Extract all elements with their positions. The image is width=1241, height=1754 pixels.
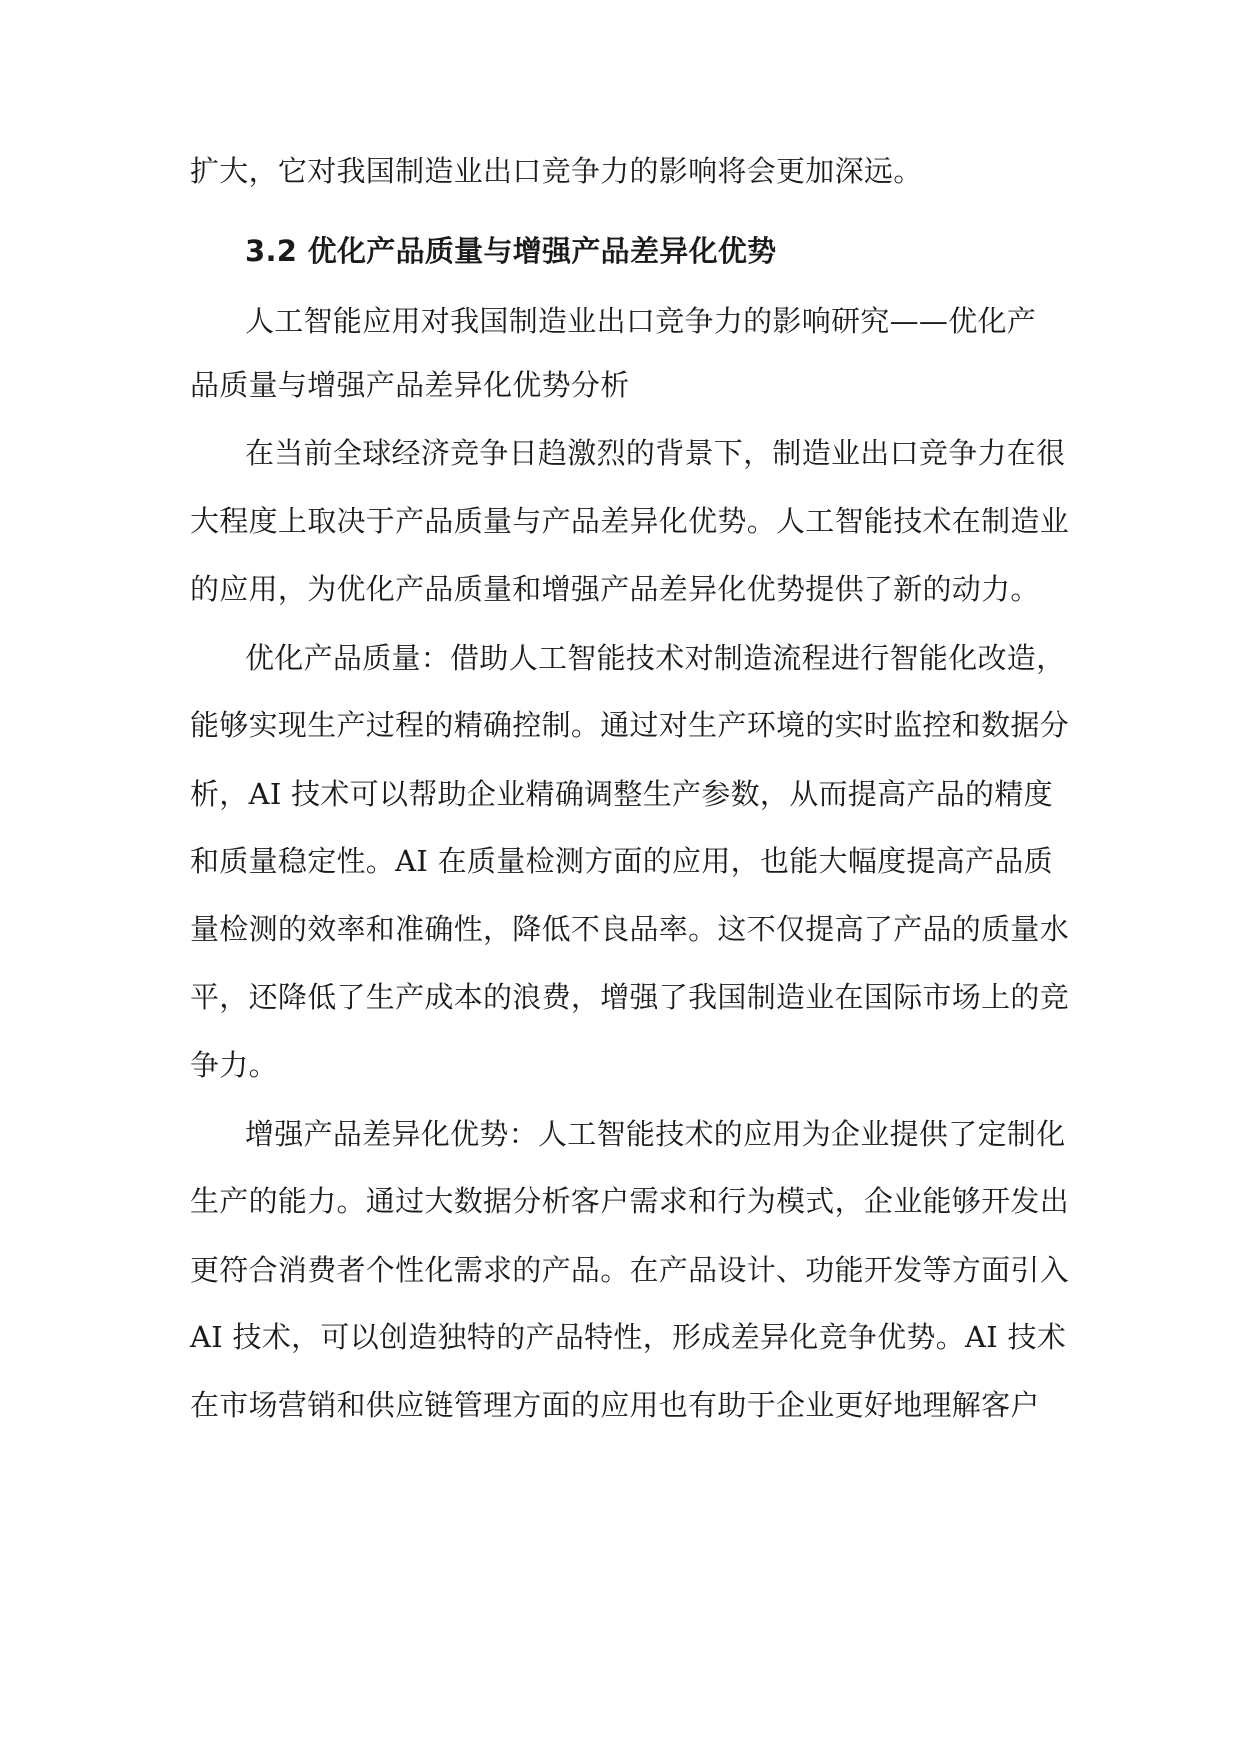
intro-text-line: 扩大，它对我国制造业出口竞争力的影响将会更加深远。 <box>190 154 923 188</box>
body-text-line: 量检测的效率和准确性，降低不良品率。这不仅提高了产品的质量水 <box>190 912 1070 946</box>
body-text-line: 优化产品质量：借助人工智能技术对制造流程进行智能化改造， <box>245 641 1066 675</box>
body-text-line: 在市场营销和供应链管理方面的应用也有助于企业更好地理解客户 <box>190 1388 1040 1422</box>
body-text-line: 能够实现生产过程的精确控制。通过对生产环境的实时监控和数据分 <box>190 708 1070 742</box>
body-text-line: 增强产品差异化优势：人工智能技术的应用为企业提供了定制化 <box>245 1117 1066 1151</box>
body-text-line: 平，还降低了生产成本的浪费，增强了我国制造业在国际市场上的竞 <box>190 980 1070 1014</box>
body-text-line: 大程度上取决于产品质量与产品差异化优势。人工智能技术在制造业 <box>190 504 1070 538</box>
body-text-line: 生产的能力。通过大数据分析客户需求和行为模式，企业能够开发出 <box>190 1184 1070 1218</box>
body-text-line: 更符合消费者个性化需求的产品。在产品设计、功能开发等方面引入 <box>190 1253 1070 1287</box>
body-text-line: 的应用，为优化产品质量和增强产品差异化优势提供了新的动力。 <box>190 572 1040 606</box>
body-text-line: 人工智能应用对我国制造业出口竞争力的影响研究——优化产 <box>245 304 1037 338</box>
body-text-line: 争力。 <box>190 1048 278 1082</box>
body-text-line: AI 技术，可以创造独特的产品特性，形成差异化竞争优势。AI 技术 <box>190 1320 1067 1354</box>
section-heading: 3.2 优化产品质量与增强产品差异化优势 <box>245 234 777 268</box>
body-text-line: 和质量稳定性。AI 在质量检测方面的应用，也能大幅度提高产品质 <box>190 844 1053 878</box>
body-text-line: 在当前全球经济竞争日趋激烈的背景下，制造业出口竞争力在很 <box>245 436 1066 470</box>
body-text-line: 品质量与增强产品差异化优势分析 <box>190 368 630 402</box>
body-text-line: 析，AI 技术可以帮助企业精确调整生产参数，从而提高产品的精度 <box>190 777 1053 811</box>
